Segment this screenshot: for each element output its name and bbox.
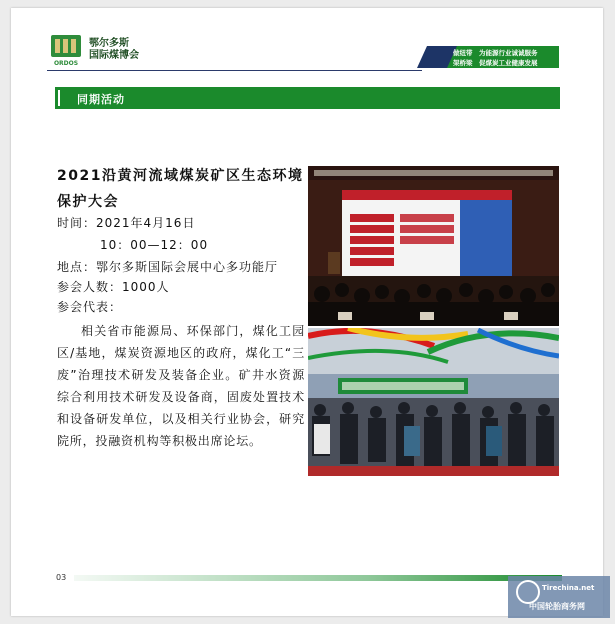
footer-bar <box>74 575 562 581</box>
expo-logo-icon <box>47 32 85 68</box>
watermark-brand: Tirechina.net <box>542 584 595 592</box>
event-attendees: 参会人数：1000人 <box>57 280 170 294</box>
section-title: 同期活动 <box>77 93 125 106</box>
event-time-range: 10：00—12：00 <box>100 238 209 252</box>
slogan-line-2: 架桥梁 促煤炭工业健康发展 <box>453 59 538 67</box>
event-description: 相关省市能源局、环保部门，煤化工园区/基地，煤炭资源地区的政府，煤化工“三废”治理技术研发及装备企业。矿井水资源综合利用技术研发及设备商，固废处置技术和设备研发单位，以及相关行业协会，研究院所，投融资机构等积极出席论坛。 <box>57 324 305 448</box>
event-title: 2021沿黄河流域煤炭矿区生态环境保护大会 <box>57 168 304 210</box>
logo-emblem-text: ORDOS <box>53 60 79 67</box>
logo-line-1: 鄂尔多斯 <box>89 38 129 49</box>
page-number: 03 <box>56 573 67 582</box>
event-representatives-label: 参会代表： <box>57 300 123 314</box>
slogan-banner <box>417 46 559 68</box>
slogan-line-1: 做纽带 为能源行业诚诚服务 <box>453 49 538 57</box>
logo-line-2: 国际煤博会 <box>89 50 139 61</box>
section-bar <box>55 87 560 109</box>
header-divider <box>47 70 422 71</box>
section-bar-stripe <box>58 90 60 106</box>
event-location: 地点：鄂尔多斯国际会展中心多功能厅 <box>57 260 279 274</box>
conference-photo <box>308 166 559 326</box>
exhibition-photo <box>308 328 559 476</box>
logo-text <box>89 38 139 62</box>
event-time: 时间：2021年4月16日 <box>57 216 196 230</box>
watermark-text: 中国轮胎商务网 <box>529 602 585 611</box>
